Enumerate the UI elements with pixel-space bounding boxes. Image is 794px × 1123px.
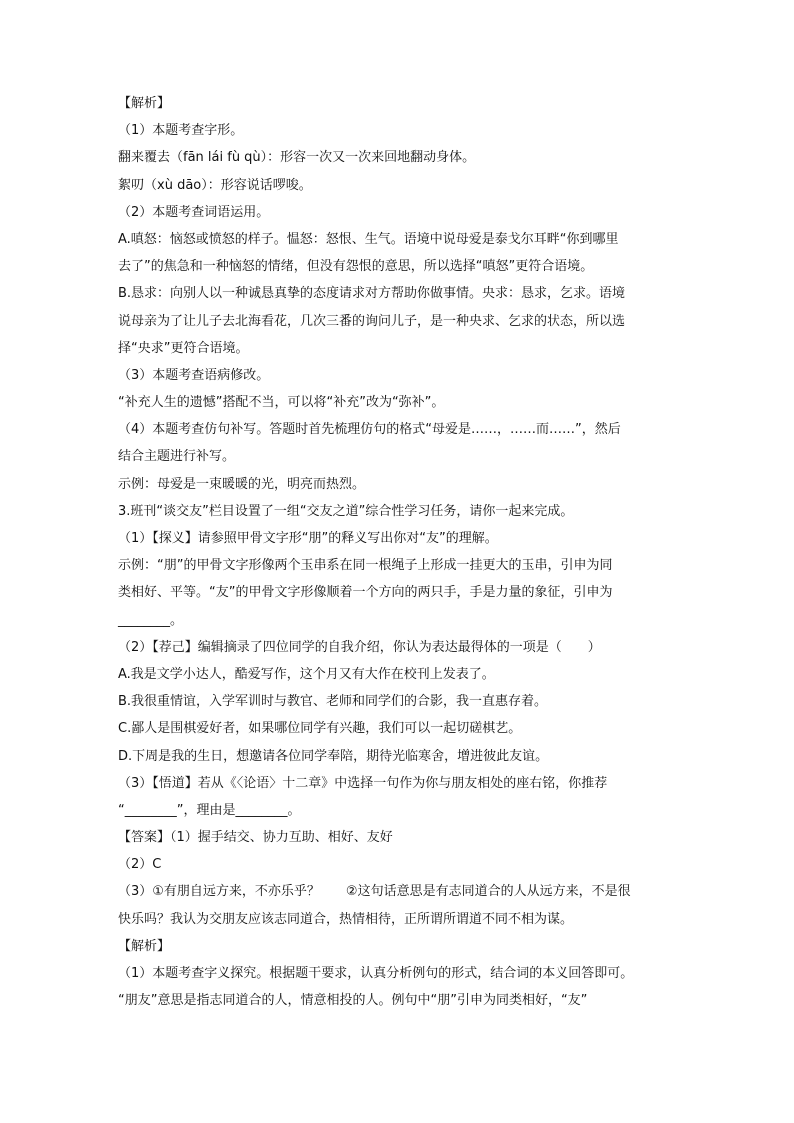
option-b: B.我很重情谊，入学军训时与教官、老师和同学们的合影，我一直惠存着。 <box>118 694 548 710</box>
text-line: B.恳求：向别人以一种诚恳真挚的态度请求对方帮助你做事情。央求：恳求，乞求。语境 <box>118 286 626 302</box>
section-heading-analysis: 【解析】 <box>118 938 171 954</box>
text-line: 结合主题进行补写。 <box>118 449 236 465</box>
text-line: 絮叨（xù dāo）：形容说话啰唆。 <box>118 177 312 193</box>
question-3-stem: 3.班刊“谈交友”栏目设置了一组“交友之道”综合性学习任务，请你一起来完成。 <box>118 503 574 519</box>
text-line: （3）本题考查语病修改。 <box>118 367 270 383</box>
answer-line: 快乐吗？我认为交朋友应该志同道合，热情相待，正所谓所谓道不同不相为谋。 <box>118 911 574 927</box>
text-line: （1）本题考查字义探究。根据题干要求，认真分析例句的形式，结合词的本义回答即可。 <box>118 966 634 981</box>
text-line: “________”，理由是________。 <box>118 802 301 818</box>
text-line: A.嗔怒：恼怒或愤怒的样子。愠怒：怒恨、生气。语境中说母爱是泰戈尔耳畔“你到哪里 <box>118 231 619 247</box>
text-line: “补充人生的遗憾”搭配不当，可以将“补充”改为“弥补”。 <box>118 395 445 411</box>
text-line: （4）本题考查仿句补写。答题时首先梳理仿句的格式“母爱是……，……而……”，然后 <box>118 422 621 438</box>
answer-blank-line: ________。 <box>118 612 184 628</box>
text-line: 类相好、平等。“友”的甲骨文字形像顺着一个方向的两只手，手是力量的象征，引申为 <box>118 585 613 601</box>
answer-line: 【答案】（1）握手结交、协力互助、相好、友好 <box>118 830 393 846</box>
document-page <box>118 90 678 1014</box>
option-c: C.鄙人是围棋爱好者，如果哪位同学有兴趣，我们可以一起切磋棋艺。 <box>118 721 522 737</box>
text-line: （2）【荐己】编辑摘录了四位同学的自我介绍，你认为表达最得体的一项是（ ） <box>118 639 601 655</box>
text-line: 翻来覆去（fān lái fù qù）：形容一次又一次来回地翻动身体。 <box>118 150 476 166</box>
text-line: 说母亲为了让儿子去北海看花，几次三番的询问儿子，是一种央求、乞求的状态，所以选 <box>118 313 626 329</box>
answer-line: （3）①有朋自远方来，不亦乐乎？ ②这句话意思是有志同道合的人从远方来，不是很 <box>118 884 631 900</box>
text-line: （2）本题考查词语运用。 <box>118 204 270 220</box>
option-a: A.我是文学小达人，酷爱写作，这个月又有大作在校刊上发表了。 <box>118 666 495 682</box>
text-line: （3）【悟道】若从《〈论语〉十二章》中选择一句作为你与朋友相处的座右铭，你推荐 <box>118 775 608 791</box>
text-line: （1）本题考查字形。 <box>118 123 244 139</box>
text-line: 示例：“朋”的甲骨文字形像两个玉串系在同一根绳子上形成一挂更大的玉串，引申为同 <box>118 558 613 574</box>
text-line: 择“央求”更符合语境。 <box>118 340 249 356</box>
text-line: 示例：母爱是一束暖暖的光，明亮而热烈。 <box>118 476 366 492</box>
answer-line: （2）C <box>118 857 162 873</box>
text-line: （1）【探义】请参照甲骨文字形“朋”的释义写出你对“友”的理解。 <box>118 531 498 546</box>
section-heading-analysis: 【解析】 <box>118 96 171 111</box>
text-line: “朋友”意思是指志同道合的人，情意相投的人。例句中“朋”引申为同类相好，“友” <box>118 993 588 1009</box>
text-line: 去了”的焦急和一种恼怒的情绪，但没有怨恨的意思，所以选择“嗔怒”更符合语境。 <box>118 259 594 275</box>
option-d: D.下周是我的生日，想邀请各位同学奉陪，期待光临寒舍，增进彼此友谊。 <box>118 748 549 764</box>
